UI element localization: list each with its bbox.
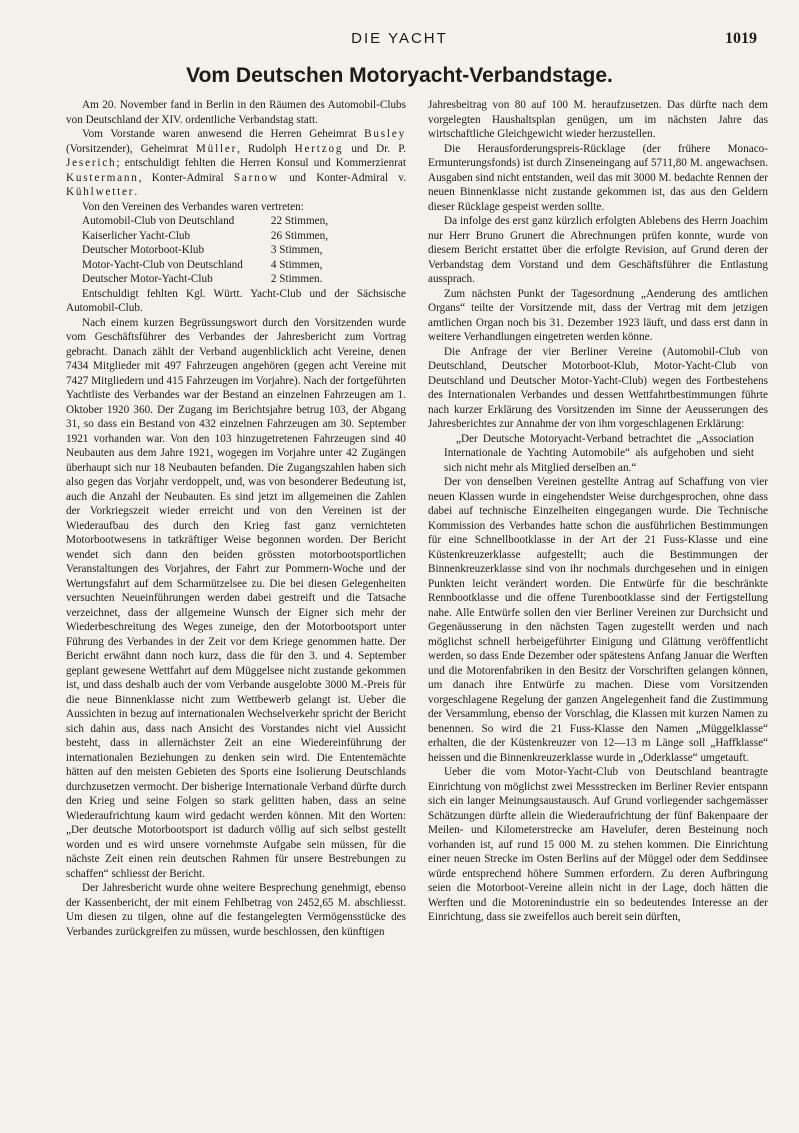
person-name: Hertzog (294, 142, 344, 155)
delegates-table (82, 214, 328, 287)
table-row (82, 214, 328, 229)
club-votes: 4 Stimmen, (270, 258, 323, 271)
text-run: und Konter-Admiral v. (278, 171, 406, 184)
running-title: DIE YACHT (351, 30, 448, 47)
paragraph: Von den Vereinen des Verbandes waren vertreten: (82, 200, 304, 213)
text-run: (Vorsitzender), Geheimrat (66, 142, 196, 155)
person-name: Sarnow (233, 171, 279, 184)
text-run: . (134, 186, 138, 198)
resolution-quote (428, 432, 768, 476)
person-name: Kustermann (66, 171, 139, 184)
club-name: Motor-Yacht-Club von Deutschland (82, 258, 243, 271)
text-run: , Rudolph (237, 142, 295, 155)
person-name: Busley (364, 128, 406, 140)
paragraph-board (66, 127, 406, 200)
right-column (428, 98, 768, 925)
text-run: Vom Vorstande waren anwesend die Herren Geheimrat (82, 128, 365, 140)
person-name: Kühlwetter (66, 186, 135, 198)
quote-text: „Der Deutsche Motoryacht-Verband betrachtet die „Association Internationale de Yachting Automobile“ als aufgehoben und sieht sich nicht mehr als Mitglied derselben an.“ (444, 432, 754, 474)
running-head (0, 30, 799, 52)
club-votes: 26 Stimmen, (270, 229, 329, 242)
club-votes: 2 Stimmen. (270, 273, 323, 285)
club-name: Automobil-Club von Deutschland (82, 215, 235, 227)
table-row (82, 272, 328, 287)
club-name: Deutscher Motorboot-Klub (82, 244, 205, 256)
paragraph: Zum nächsten Punkt der Tagesordnung „Aenderung des amtlichen Organs“ teilte der Vorsitzende mit, dass der Vertrag mit dem jetzigen amtlichen Organ noch bis 31. Dezember 1923 läuft, und dass erst dann in weitere Verhandlungen eingetreten werden könne. (428, 287, 768, 343)
paragraph: Da infolge des erst ganz kürzlich erfolgten Ablebens des Herrn Joachim nur Herr Bruno Grunert die Abrechnungen prüfen konnte, wurde von diesem Bericht erstattet über die erfolgte Revision, auf Grund deren der Verbandstag dem Vorstand und dem Geschäftsführer die Entlastung aussprach. (428, 215, 768, 285)
club-votes: 3 Stimmen, (270, 244, 323, 256)
person-name: Jeserich (66, 157, 117, 169)
paragraph: Am 20. November fand in Berlin in den Räumen des Automobil-Clubs von Deutschland der XIV. ordentliche Verbandstag statt. (66, 99, 406, 126)
table-row (82, 229, 328, 244)
text-run: ; entschuldigt fehlten die Herren Konsul und Kommerzienrat (116, 157, 406, 169)
text-run: und Dr. P. (343, 142, 407, 155)
club-name: Kaiserlicher Yacht-Club (82, 229, 191, 242)
paragraph: Die Anfrage der vier Berliner Vereine (Automobil-Club von Deutschland, Deutscher Motorboot-Klub, Motor-Yacht-Club von Deutschland und Deutscher Motor-Yacht-Club) wegen des Fortbestehens des Internationalen Verbandes und dessen Wettfahrtbestimmungen führte nach kurzer Erklärung des Vorsitzenden im Sinne der Aeusserungen des Jahresberichtes zur Annahme der von ihm vorgeschlagenen Erklärung: (428, 345, 768, 430)
paragraph: Nach einem kurzen Begrüssungswort durch den Vorsitzenden wurde vom Geschäftsführer des Verbandes der Jahresbericht zum Vortrag gebracht. Danach zählt der Verband augenblicklich acht Vereine, denen 7434 Mitglieder mit 497 Fahrzeugen angehören (gegen acht Vereine mit 7427 Mitgliedern und 415 Fahrzeugen im Vorjahre). Nach der fortgeführten Yachtliste des Verbandes war der Bestand an einzelnen Fahrzeugen am 1. Oktober 1920 360. Der Zugang im Berichtsjahre betrug 103, der Abgang 31, so dass ein Bestand von 432 einzelnen Fahrzeugen am 30. September 1921 vorhanden war. Von den 103 hinzugetretenen Fahrzeugen sind 40 Neubauten aus dem Jahre 1921, wogegen im Vorjahre unter 42 Zugängen überhaupt sich nur 18 Neubauten befanden. Die Zugangszahlen haben sich also gegen das Vorjahr verdoppelt, und, was von besonderer Bedeutung ist, auch die Anzahl der Neubauten. Es sind jetzt im allgemeinen die Zahlen der Vorkriegszeit wieder erreicht und von den Vereinen ist der Wiederaufbau des durch den Krieg fast ganz vernichteten Motorbootwesens in tatkräftiger Weise begonnen worden. Der Bericht wendet sich dann den beiden grössten motorbootsportlichen Veranstaltungen des Vorjahres, der Fahrt zur Pommern-Woche und der Wertungsfahrt auf dem Scharmützelsee zu. Die bei diesen Gelegenheiten versuchten Neueinführungen werden dabei gestreift und die Tatsache verzeichnet, dass der allgemeine Wunsch der Eigner sich mehr der Wiederbeschreitung des Weges zuneige, den der Motorbootsport unter Führung des Verbandes in der Zeit vor dem Kriege genommen hatte. Der Bericht erwähnt dann noch kurz, dass die für den 3. und 4. September geplant gewesene Wettfahrt auf dem Müggelsee nicht zustande gekommen ist, und dass deshalb auch der vom Verbande ausgelobte 3000 M.-Preis für die neue Binnenklasse nicht zum Wettbewerb gelangt ist. Ueber die Aussichten in bezug auf internationalen Wechselverkehr spricht der Bericht sich dahin aus, dass nach Ansicht des Vorstandes nicht viel Aussicht besteht, dass in allernächster Zeit an eine Wiedereinführung der internationalen Beziehungen zu denken sein wird. Die Ententemächte hätten auf den meisten Gebieten des Sports eine Isolierung Deutschlands durchzusetzen vermocht. Der bisherige Internationale Verband dürfte durch den Krieg und seine Folgen so stark gelitten haben, dass an seine Wiederaufrichtung kaum wird gedacht werden können. Mit den Worten: „Der deutsche Motorbootsport ist dadurch völlig auf sich selbst gestellt worden und es wird unsere vornehmste Aufgabe sein müssen, für die nächste Zeit einen rein deutschen Rahmen für unsere Bestrebungen zu schaffen“ schliesst der Bericht. (66, 316, 406, 880)
article-title: Vom Deutschen Motoryacht-Verbandstage. (186, 64, 613, 87)
left-column (66, 98, 406, 939)
club-name: Deutscher Motor-Yacht-Club (82, 273, 213, 285)
person-name: Müller (195, 142, 238, 155)
text-run: , Konter-Admiral (138, 171, 234, 184)
paragraph: Der von denselben Vereinen gestellte Antrag auf Schaffung von vier neuen Klassen wurde in eingehendster Weise durchgesprochen, ohne dass dabei auf technische Einzelheiten eingegangen wurde. Die Technische Kommission des Verbandes hatte schon die ausführlichen Bestimmungen für eine Schnellbootklasse in der Art der 21 Fuss-Klasse und eine Küstenkreuzerklasse aufgestellt; auch die Bestimmungen der Binnenkreuzerklasse sind von ihr nochmals durchgesehen und in einigen Punkten leicht verändert worden. Die Entwürfe für die beschränkte Rennbootklasse und die offene Turenbootklasse sind der Fertigstellung nahe. Alle Entwürfe sollen den vier Berliner Vereinen zur Durchsicht und Gegenäusserung in den nächsten Tagen zugestellt werden und nach möglichst schnell herbeigeführter Einigung und Glättung veröffentlicht werden, so dass Ende Dezember oder spätestens Anfang Januar die Werften und die Motorenfabriken in den Besitz der Vorschriften gelangen können, um danach ihre Entwürfe zu machen. Diese vom Vorsitzenden vorgeschlagene Regelung der ganzen Angelegenheit fand die Zustimmung der Versammlung, ebenso der Vorschlag, die Klassen mit kurzen Namen zu benennen. So wird die 21 Fuss-Klasse den Namen „Müggelklasse“ erhalten, die der Küstenkreuzer von 12—13 m Länge soll „Haffklasse“ heissen und die Binnenkreuzerklasse wurde in „Oderklasse“ umgetauft. (428, 476, 768, 764)
paragraph: Entschuldigt fehlten Kgl. Württ. Yacht-Club und der Sächsische Automobil-Club. (66, 287, 406, 314)
paragraph: Jahresbeitrag von 80 auf 100 M. heraufzusetzen. Das dürfte nach dem vorgelegten Haushaltsplan genügen, um im nächsten Jahre das wirtschaftliche Gleichgewicht wieder herzustellen. (428, 99, 768, 140)
table-row (82, 243, 328, 258)
paragraph: Der Jahresbericht wurde ohne weitere Besprechung genehmigt, ebenso der Kassenbericht, der mit einem Fehlbetrag von 2452,65 M. abschliesst. Um diesen zu tilgen, ohne auf die festangelegten Vermögensstücke des Verbandes zurückgreifen zu müssen, wurde beschlossen, den künftigen (66, 882, 406, 938)
page-number: 1019 (725, 30, 757, 47)
club-votes: 22 Stimmen, (270, 215, 329, 227)
paragraph: Die Herausforderungspreis-Rücklage (der frühere Monaco-Ermunterungsfonds) ist durch Zinseneingang auf 5711,80 M. angewachsen. Ausgaben sind nicht entstanden, weil das mit 3000 M. bedachte Rennen der neuen Binnenklasse nicht zustande gekommen ist, das aus den Geldern dieser Rücklage gespeist werden sollte. (428, 142, 768, 213)
paragraph: Ueber die vom Motor-Yacht-Club von Deutschland beantragte Einrichtung von möglichst zwei Messstrecken im Berliner Revier entspann sich ein langer Meinungsaustausch. Auf Grund vorliegender sachgemässer Schätzungen dürfte allein die Wiederaufrichtung der fünf Bakenpaare der Meilen- und Kilometerstrecke am Havelufer, deren Besteinung noch vorhanden ist, auf rund 15 000 M. zu stehen kommen. Die Einrichtung einer neuen Strecke im Osten Berlins auf der Müggel oder dem Seddinsee würde entsprechend höhere Summen erfordern. Zu deren Aufbringung seien die Motorboot-Vereine allein nicht in der Lage, doch hätten die Werften und die Motorenindustrie ein so bedeutendes Interesse an der Einrichtung, dass sie zweifellos auch bereit sein dürften, (428, 766, 768, 923)
table-row (82, 258, 328, 273)
